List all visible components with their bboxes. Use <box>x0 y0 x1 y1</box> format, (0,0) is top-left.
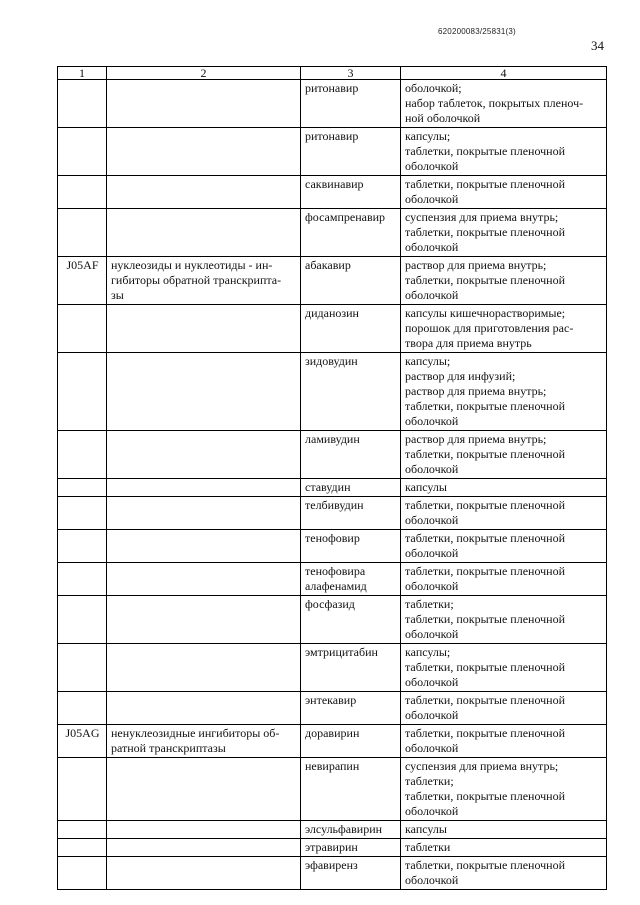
group-name-cell <box>107 128 301 176</box>
atc-code-cell <box>58 758 107 821</box>
dosage-form-line: таблетки; <box>405 597 454 611</box>
dosage-form-line: таблетки, покрытые пленочной <box>405 858 566 872</box>
atc-code-cell <box>58 209 107 257</box>
dosage-form-line: оболочкой <box>405 873 459 887</box>
group-name-cell <box>107 257 301 305</box>
drug-name-cell: зидовудин <box>301 353 401 431</box>
group-name-cell <box>107 479 301 497</box>
drug-name-cell: этравирин <box>301 839 401 857</box>
dosage-form-line: капсулы; <box>405 129 451 143</box>
dosage-form-cell <box>401 128 607 176</box>
dosage-form-cell <box>401 257 607 305</box>
drug-table-body <box>58 67 607 890</box>
dosage-form-cell <box>401 725 607 758</box>
dosage-form-line: оболочкой <box>405 240 459 254</box>
dosage-form-cell <box>401 644 607 692</box>
dosage-form-line: таблетки, покрытые пленочной <box>405 726 566 740</box>
dosage-form-line: оболочкой <box>405 159 459 173</box>
drug-name-cell: невирапин <box>301 758 401 821</box>
dosage-form-line: таблетки, покрытые пленочной <box>405 273 566 287</box>
dosage-form-line: таблетки, покрытые пленочной <box>405 498 566 512</box>
table-row <box>58 692 607 725</box>
drug-name-cell: энтекавир <box>301 692 401 725</box>
dosage-form-line: таблетки, покрытые пленочной <box>405 447 566 461</box>
group-name-cell <box>107 725 301 758</box>
dosage-form-line: таблетки; <box>405 774 454 788</box>
table-row <box>58 758 607 821</box>
dosage-form-line: таблетки <box>405 840 451 854</box>
drug-name-cell: доравирин <box>301 725 401 758</box>
dosage-form-line: оболочкой <box>405 414 459 428</box>
dosage-form-cell <box>401 821 607 839</box>
drug-name-cell: абакавир <box>301 257 401 305</box>
drug-name-cell: элсульфавирин <box>301 821 401 839</box>
group-name-cell <box>107 353 301 431</box>
dosage-form-line: раствор для приема внутрь; <box>405 384 547 398</box>
group-name-cell <box>107 563 301 596</box>
atc-code-cell <box>58 305 107 353</box>
column-header-row <box>58 67 607 80</box>
table-row <box>58 479 607 497</box>
atc-code-cell <box>58 530 107 563</box>
atc-code-cell <box>58 596 107 644</box>
table-row <box>58 857 607 890</box>
dosage-form-cell <box>401 209 607 257</box>
dosage-form-line: таблетки, покрытые пленочной <box>405 177 566 191</box>
atc-code-cell <box>58 479 107 497</box>
atc-code-cell <box>58 176 107 209</box>
dosage-form-line: оболочкой <box>405 675 459 689</box>
column-header: 1 <box>58 67 107 80</box>
group-name-cell <box>107 596 301 644</box>
drug-name-cell: ритонавир <box>301 128 401 176</box>
group-name-cell <box>107 431 301 479</box>
group-name-line: зы <box>111 288 124 302</box>
group-name-cell <box>107 839 301 857</box>
dosage-form-line: оболочкой <box>405 192 459 206</box>
atc-code-cell: J05AF <box>58 257 107 305</box>
dosage-form-cell <box>401 758 607 821</box>
drug-table <box>57 66 607 890</box>
dosage-form-line: таблетки, покрытые пленочной <box>405 531 566 545</box>
dosage-form-line: твора для приема внутрь <box>405 336 532 350</box>
table-row <box>58 497 607 530</box>
dosage-form-line: оболочкой <box>405 579 459 593</box>
dosage-form-line: оболочкой <box>405 513 459 527</box>
atc-code-cell <box>58 128 107 176</box>
dosage-form-line: таблетки, покрытые пленочной <box>405 660 566 674</box>
table-row <box>58 530 607 563</box>
dosage-form-line: таблетки, покрытые пленочной <box>405 225 566 239</box>
group-name-cell <box>107 497 301 530</box>
atc-code-cell <box>58 644 107 692</box>
dosage-form-cell <box>401 176 607 209</box>
drug-name-cell: телбивудин <box>301 497 401 530</box>
dosage-form-line: оболочкой <box>405 462 459 476</box>
dosage-form-line: капсулы; <box>405 354 451 368</box>
group-name-cell <box>107 176 301 209</box>
dosage-form-line: порошок для приготовления рас- <box>405 321 574 335</box>
dosage-form-line: оболочкой <box>405 627 459 641</box>
drug-name-cell: ритонавир <box>301 80 401 128</box>
dosage-form-cell <box>401 305 607 353</box>
atc-code-cell <box>58 692 107 725</box>
drug-name-cell: ламивудин <box>301 431 401 479</box>
dosage-form-line: капсулы <box>405 480 447 494</box>
dosage-form-line: оболочкой <box>405 804 459 818</box>
dosage-form-cell <box>401 839 607 857</box>
drug-name-cell: ставудин <box>301 479 401 497</box>
dosage-form-line: набор таблеток, покрытых пленоч- <box>405 96 584 110</box>
group-name-line: гибиторы обратной транскрипта- <box>111 273 282 287</box>
table-row <box>58 257 607 305</box>
group-name-line: ненуклеозидные ингибиторы об- <box>111 726 280 740</box>
dosage-form-cell <box>401 530 607 563</box>
table-row <box>58 176 607 209</box>
dosage-form-cell <box>401 596 607 644</box>
dosage-form-line: раствор для инфузий; <box>405 369 516 383</box>
atc-code-cell <box>58 353 107 431</box>
table-row <box>58 80 607 128</box>
atc-code-cell <box>58 563 107 596</box>
table-row <box>58 209 607 257</box>
dosage-form-cell <box>401 692 607 725</box>
dosage-form-line: капсулы; <box>405 645 451 659</box>
group-name-cell <box>107 209 301 257</box>
atc-code-cell <box>58 857 107 890</box>
atc-code-cell <box>58 497 107 530</box>
drug-name-cell: тенофовира алафенамид <box>301 563 401 596</box>
table-row <box>58 353 607 431</box>
atc-code-cell: J05AG <box>58 725 107 758</box>
group-name-cell <box>107 857 301 890</box>
dosage-form-line: оболочкой; <box>405 81 462 95</box>
dosage-form-line: капсулы кишечнорастворимые; <box>405 306 566 320</box>
group-name-cell <box>107 821 301 839</box>
drug-name-cell: саквинавир <box>301 176 401 209</box>
column-header: 3 <box>301 67 401 80</box>
dosage-form-line: таблетки, покрытые пленочной <box>405 693 566 707</box>
dosage-form-line: оболочкой <box>405 546 459 560</box>
dosage-form-cell <box>401 857 607 890</box>
group-name-cell <box>107 530 301 563</box>
dosage-form-line: таблетки, покрытые пленочной <box>405 789 566 803</box>
drug-name-cell: эмтрицитабин <box>301 644 401 692</box>
dosage-form-cell <box>401 479 607 497</box>
group-name-cell <box>107 644 301 692</box>
group-name-cell <box>107 692 301 725</box>
document-id: 620200083/25831(3) <box>438 27 516 36</box>
dosage-form-line: таблетки, покрытые пленочной <box>405 399 566 413</box>
dosage-form-line: ной оболочкой <box>405 111 481 125</box>
table-row <box>58 839 607 857</box>
atc-code-cell <box>58 839 107 857</box>
dosage-form-line: оболочкой <box>405 288 459 302</box>
atc-code-cell <box>58 821 107 839</box>
dosage-form-line: суспензия для приема внутрь; <box>405 759 559 773</box>
table-row <box>58 431 607 479</box>
drug-name-cell: фосфазид <box>301 596 401 644</box>
dosage-form-cell <box>401 431 607 479</box>
table-row <box>58 725 607 758</box>
drug-name-cell: диданозин <box>301 305 401 353</box>
group-name-cell <box>107 80 301 128</box>
dosage-form-cell <box>401 353 607 431</box>
page-number: 34 <box>591 38 604 53</box>
table-row <box>58 563 607 596</box>
dosage-form-line: суспензия для приема внутрь; <box>405 210 559 224</box>
dosage-form-line: таблетки, покрытые пленочной <box>405 144 566 158</box>
column-header: 2 <box>107 67 301 80</box>
dosage-form-line: раствор для приема внутрь; <box>405 432 547 446</box>
dosage-form-line: таблетки, покрытые пленочной <box>405 564 566 578</box>
atc-code-cell <box>58 431 107 479</box>
group-name-line: ратной транскриптазы <box>111 741 226 755</box>
atc-code-cell <box>58 80 107 128</box>
drug-name-cell: фосампренавир <box>301 209 401 257</box>
group-name-cell <box>107 305 301 353</box>
dosage-form-line: таблетки, покрытые пленочной <box>405 612 566 626</box>
group-name-cell <box>107 758 301 821</box>
group-name-line: нуклеозиды и нуклеотиды - ин- <box>111 258 273 272</box>
dosage-form-line: оболочкой <box>405 741 459 755</box>
drug-name-cell: эфавиренз <box>301 857 401 890</box>
dosage-form-line: оболочкой <box>405 708 459 722</box>
dosage-form-cell <box>401 563 607 596</box>
drug-name-cell: тенофовир <box>301 530 401 563</box>
dosage-form-line: капсулы <box>405 822 447 836</box>
column-header: 4 <box>401 67 607 80</box>
dosage-form-cell <box>401 80 607 128</box>
table-row <box>58 596 607 644</box>
table-row <box>58 305 607 353</box>
table-row <box>58 644 607 692</box>
table-row <box>58 821 607 839</box>
table-row <box>58 128 607 176</box>
dosage-form-cell <box>401 497 607 530</box>
dosage-form-line: раствор для приема внутрь; <box>405 258 547 272</box>
